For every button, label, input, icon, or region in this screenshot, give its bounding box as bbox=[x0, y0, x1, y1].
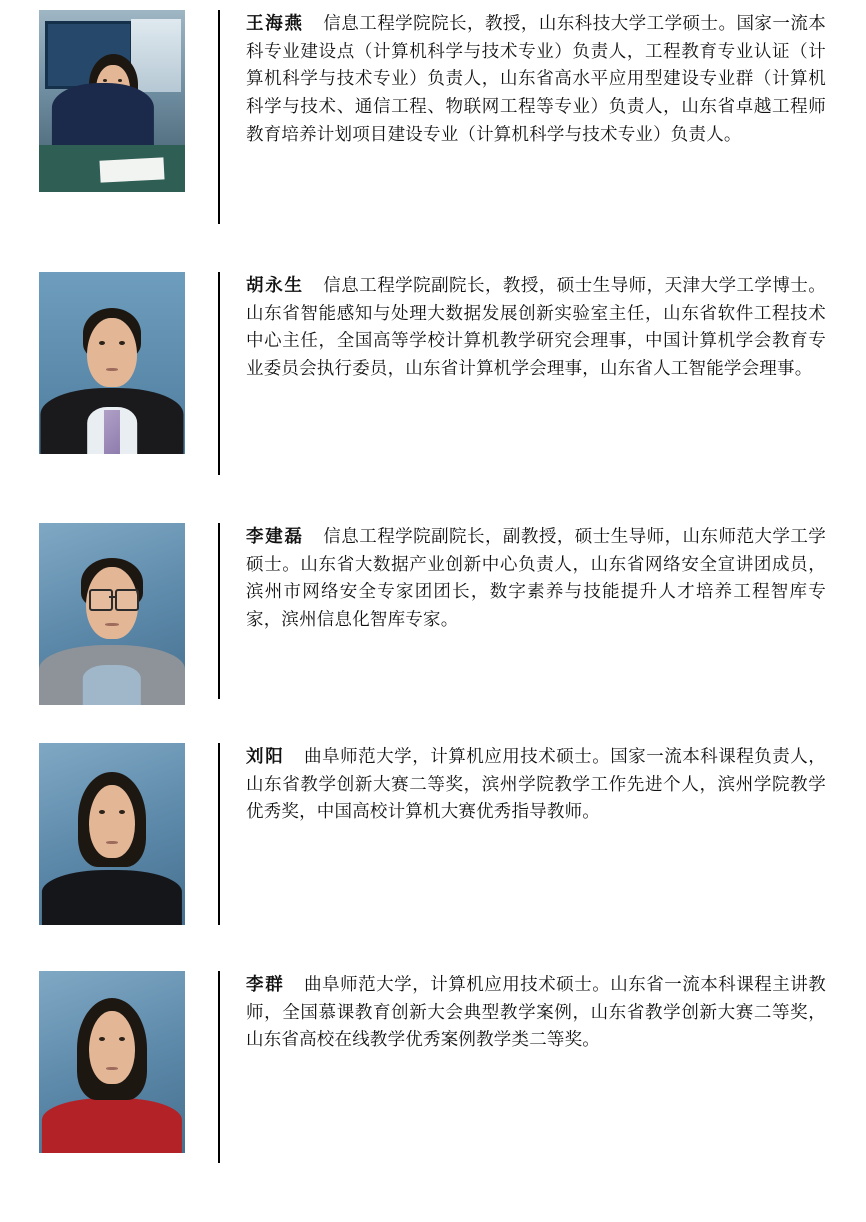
person-bio: 信息工程学院副院长，教授，硕士生导师，天津大学工学博士。山东省智能感知与处理大数据发展创新实验室主任，山东省软件工程技术中心主任，全国高等学校计算机教学研究会理事，中国计算机学会教育专业委员会执行委员，山东省计算机学会理事，山东省人工智能学会理事。 bbox=[246, 275, 826, 378]
person-name: 刘阳 bbox=[246, 746, 285, 766]
face-icon bbox=[89, 785, 136, 858]
portrait-photo-4 bbox=[39, 743, 185, 925]
paper-icon bbox=[100, 158, 165, 183]
eye-icon bbox=[99, 1037, 105, 1041]
sweater-icon bbox=[42, 1098, 182, 1153]
photo-cell bbox=[0, 743, 218, 925]
profile-entry bbox=[0, 743, 866, 925]
eye-icon bbox=[119, 1037, 125, 1041]
glasses-bridge-icon bbox=[109, 596, 116, 598]
entry-spacer bbox=[0, 475, 866, 523]
person-bio: 曲阜师范大学，计算机应用技术硕士。山东省一流本科课程主讲教师，全国慕课教育创新大会典型教学案例，山东省教学创新大赛二等奖，山东省高校在线教学优秀案例教学类二等奖。 bbox=[246, 974, 826, 1050]
bio-cell bbox=[220, 971, 866, 1054]
portrait-photo-2 bbox=[39, 272, 185, 454]
glasses-icon bbox=[115, 589, 139, 611]
shirt-icon bbox=[83, 665, 141, 705]
photo-cell bbox=[0, 971, 218, 1153]
bio-paragraph bbox=[246, 971, 826, 1054]
person-name: 胡永生 bbox=[246, 275, 304, 295]
profile-entry bbox=[0, 272, 866, 475]
tie-icon bbox=[104, 410, 120, 454]
bio-paragraph bbox=[246, 272, 826, 383]
photo-cell bbox=[0, 272, 218, 454]
entry-spacer bbox=[0, 699, 866, 743]
bio-paragraph bbox=[246, 523, 826, 634]
entry-spacer bbox=[0, 925, 866, 971]
profile-entry bbox=[0, 971, 866, 1163]
photo-cell bbox=[0, 10, 218, 192]
bio-cell bbox=[220, 10, 866, 148]
jacket-icon bbox=[42, 870, 182, 925]
bio-cell bbox=[220, 523, 866, 634]
entry-spacer bbox=[0, 224, 866, 272]
photo-cell bbox=[0, 523, 218, 705]
person-bio: 信息工程学院院长，教授，山东科技大学工学硕士。国家一流本科专业建设点（计算机科学与技术专业）负责人，工程教育专业认证（计算机科学与技术专业）负责人，山东省高水平应用型建设专业群（计算机科学与技术、通信工程、物联网工程等专业）负责人，山东省卓越工程师教育培养计划项目建设专业（计算机科学与技术专业）负责人。 bbox=[246, 13, 826, 144]
torso-icon bbox=[52, 83, 154, 145]
bio-paragraph bbox=[246, 743, 826, 826]
bio-paragraph bbox=[246, 10, 826, 148]
person-name: 李群 bbox=[246, 974, 285, 994]
bio-cell bbox=[220, 272, 866, 383]
face-icon bbox=[87, 318, 137, 387]
profile-entry bbox=[0, 523, 866, 699]
face-icon bbox=[89, 1011, 136, 1084]
person-bio: 信息工程学院副院长，副教授，硕士生导师，山东师范大学工学硕士。山东省大数据产业创新中心负责人，山东省网络安全宣讲团成员，滨州市网络安全专家团团长，数字素养与技能提升人才培养工程智库专家，滨州信息化智库专家。 bbox=[246, 526, 826, 629]
person-bio: 曲阜师范大学，计算机应用技术硕士。国家一流本科课程负责人，山东省教学创新大赛二等奖，滨州学院教学工作先进个人，滨州学院教学优秀奖，中国高校计算机大赛优秀指导教师。 bbox=[246, 746, 826, 822]
bio-cell bbox=[220, 743, 866, 826]
person-name: 王海燕 bbox=[246, 13, 304, 33]
portrait-photo-1 bbox=[39, 10, 185, 192]
portrait-photo-3 bbox=[39, 523, 185, 705]
glasses-icon bbox=[89, 589, 113, 611]
mouth-icon bbox=[105, 623, 119, 626]
person-name: 李建磊 bbox=[246, 526, 304, 546]
profile-entry bbox=[0, 10, 866, 224]
portrait-photo-5 bbox=[39, 971, 185, 1153]
window-icon bbox=[131, 19, 181, 92]
